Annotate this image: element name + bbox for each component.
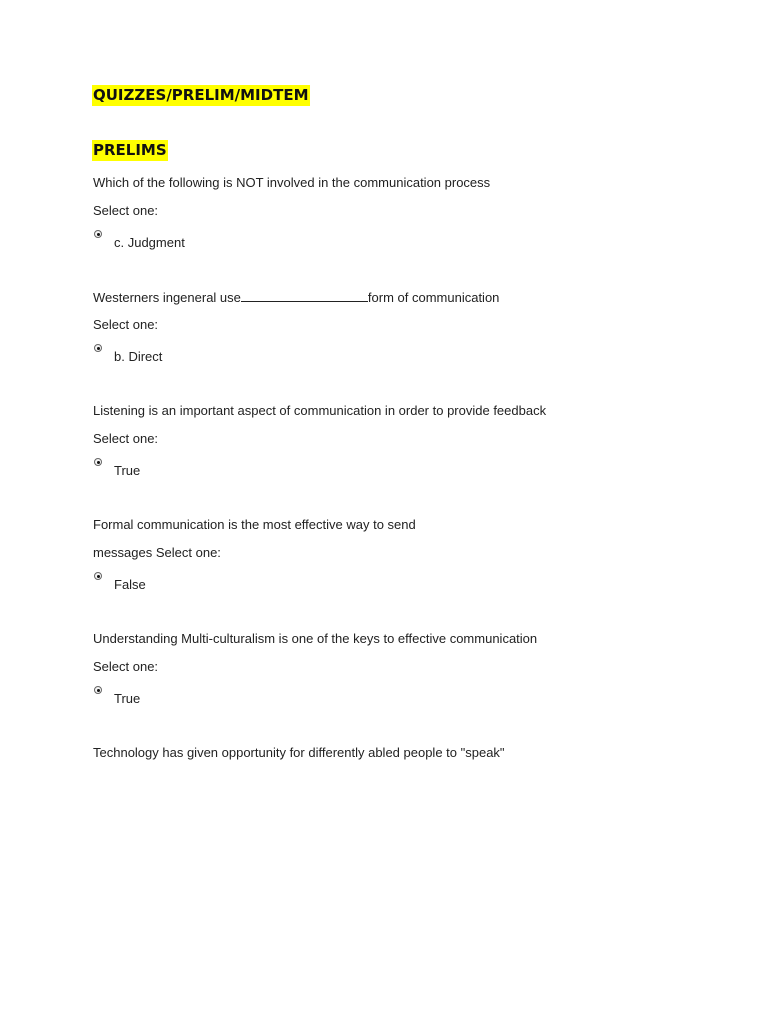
document-title: QUIZZES/PRELIM/MIDTEM [93, 86, 309, 104]
fill-in-blank [241, 290, 368, 302]
question-text: Technology has given opportunity for differently abled people to "speak" [93, 745, 505, 760]
question-text-before: Westerners ingeneral use [93, 290, 241, 305]
radio-selected-icon[interactable] [94, 686, 102, 694]
question-text-after: form of communication [367, 290, 500, 305]
question-prompt: Select one: [93, 203, 159, 218]
question-prompt: Select one: [93, 659, 159, 674]
question-text: Which of the following is NOT involved in the communication process [93, 175, 491, 190]
answer-label: True [114, 691, 141, 706]
question-text: Formal communication is the most effective way to send [93, 517, 416, 532]
question-prompt: messages Select one: [93, 545, 221, 560]
radio-selected-icon[interactable] [94, 344, 102, 352]
radio-selected-icon[interactable] [94, 458, 102, 466]
radio-selected-icon[interactable] [94, 572, 102, 580]
question-prompt: Select one: [93, 317, 159, 332]
question-text: Understanding Multi-culturalism is one of the keys to effective communication [93, 631, 538, 646]
answer-label: False [114, 577, 146, 592]
answer-label: b. Direct [114, 349, 163, 364]
answer-label: c. Judgment [114, 235, 185, 250]
answer-label: True [114, 463, 141, 478]
section-title: PRELIMS [93, 141, 167, 159]
question-text: Listening is an important aspect of communication in order to provide feedback [93, 403, 547, 418]
question-text [93, 290, 499, 306]
radio-selected-icon[interactable] [94, 230, 102, 238]
question-prompt: Select one: [93, 431, 159, 446]
